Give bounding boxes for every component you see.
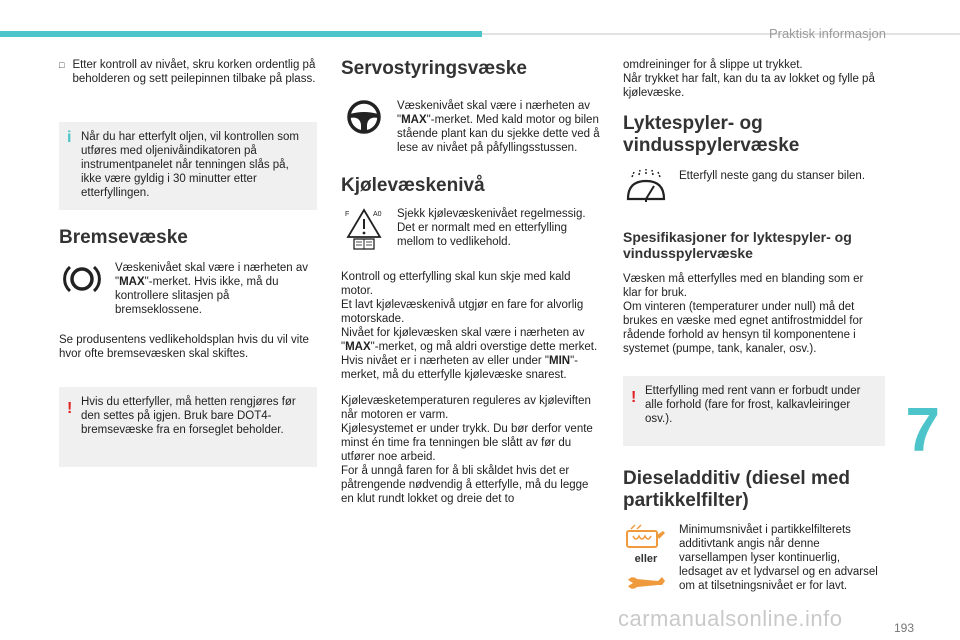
header-accent-bar [0, 31, 482, 37]
svg-text:A0: A0 [373, 211, 382, 218]
washer-fluid-text: Etterfyll neste gang du stanser bilen. [679, 170, 866, 182]
info-note-text: Når du har etterfylt oljen, vil kontrollen som utføres med oljenivåindikatoren på instrumentpanelet når tenningen slås på, ikke være gyldig i 30 minutter etter etterfyllingen. [81, 131, 299, 199]
coolant-continued-text: omdreininger for å slippe ut trykket. Når trykket har falt, kan du ta av lokket og fylle på kjølevæske. [623, 59, 875, 99]
wrench-icon [623, 575, 669, 591]
exclamation-icon: ! [67, 400, 73, 417]
diesel-additive-icon [623, 523, 669, 551]
svg-text:F: F [345, 211, 350, 218]
brake-fluid-text: Væskenivået skal være i nærheten av "MAX"-merket. Hvis ikke, må du kontrollere slitasjen på bremseklossene. [115, 262, 309, 316]
section-title: Praktisk informasjon [768, 26, 886, 41]
square-bullet-icon: □ [59, 60, 65, 70]
steering-fluid-text: Væskenivået skal være i nærheten av "MAX"-merket. Med kald motor og bilen stående plant kan du sjekke dette ved å lese av nivået på påfyllingsstussen. [397, 100, 600, 154]
brake-warning-note [59, 387, 317, 467]
steering-fluid-row [341, 99, 603, 155]
column-2 [341, 58, 603, 506]
diesel-icon-stack [623, 523, 669, 593]
brake-schedule-text: Se produsentens vedlikeholdsplan hvis du vil vite hvor ofte bremsevæsken skal skiftes. [59, 334, 309, 360]
steering-wheel-icon [341, 99, 387, 155]
page-number: 193 [893, 621, 914, 635]
or-label: eller [634, 553, 658, 565]
bullet-item [59, 58, 317, 86]
chapter-number: 7 [905, 396, 940, 465]
brake-fluid-heading: Bremsevæske [59, 227, 188, 248]
coolant-heading: Kjølevæskenivå [341, 175, 485, 196]
coolant-temperature-text: Kjølevæsketemperaturen reguleres av kjøleviften når motoren er varm. Kjølesystemet er under trykk. Du bør derfor vente minst én time fra tenningen ble slått av før du utfører noe arbeid. For å unngå faren for å bli skåldet hvis det er påtrengende nødvendig å etterfylle, må du legge en klut rundt lokket og dreie det to [341, 395, 593, 505]
bullet-text: Etter kontroll av nivået, skru korken ordentlig på beholderen og sett peilepinnen tilbake på plass. [72, 59, 316, 85]
washer-spec-text: Væsken må etterfylles med en blanding som er klar for bruk. Om vinteren (temperaturer under null) må det brukes en væske med egnet antifrostmiddel for rådende forhold av hensyn til komponentene i systemet (pumpe, tank, kanaler, osv.). [623, 273, 864, 355]
steering-fluid-heading: Servostyringsvæske [341, 58, 527, 79]
coolant-level-icon [341, 207, 387, 251]
column-3 [623, 58, 885, 593]
info-mark-icon: i [67, 129, 72, 146]
column-1 [59, 58, 317, 467]
diesel-additive-row [623, 523, 885, 593]
brake-warning-text: Hvis du etterfyller, må hetten rengjøres før den settes på igjen. Bruk bare DOT4-bremsevæske fra en forseglet beholder. [81, 396, 296, 436]
washer-fluid-heading: Lyktespyler- og vindusspylervæske [623, 113, 800, 156]
diesel-additive-text: Minimumsnivået i partikkelfilterets additivtank angis når denne varsellampen lyser kontinuerlig, ledsaget av et lydvarsel og en advarsel om at tilsetningsnivået er for lavt. [679, 524, 878, 592]
brake-warning-icon [59, 261, 105, 317]
watermark: carmanualsonline.info [618, 606, 843, 631]
exclamation-icon: ! [631, 389, 637, 406]
washer-warning-text: Etterfylling med rent vann er forbudt under alle forhold (fare for frost, kalkavleiringer osv.). [645, 385, 861, 425]
brake-fluid-row [59, 261, 317, 317]
header-rule [482, 33, 960, 35]
diesel-additive-heading: Dieseladditiv (diesel med partikkelfilter) [623, 468, 851, 511]
washer-spec-heading: Spesifikasjoner for lyktespyler- og vindusspylervæske [623, 229, 852, 261]
info-note [59, 122, 317, 210]
washer-fluid-row [623, 169, 885, 205]
coolant-check-text: Sjekk kjølevæskenivået regelmessig. Det er normalt med en etterfylling mellom to vedlikehold. [397, 208, 586, 248]
washer-fluid-icon [623, 169, 669, 205]
washer-warning-note [623, 376, 885, 446]
coolant-row [341, 207, 603, 251]
coolant-instructions: Kontroll og etterfylling skal kun skje med kald motor. Et lavt kjølevæskenivå utgjør en fare for alvorlig motorskade. Nivået for kjølevæsken skal være i nærheten av "MAX"-merket, og må aldri overstige dette merket. Hvis nivået er i nærheten av eller under "MIN"-merket, må du etterfylle kjølevæske snarest. [341, 271, 598, 381]
